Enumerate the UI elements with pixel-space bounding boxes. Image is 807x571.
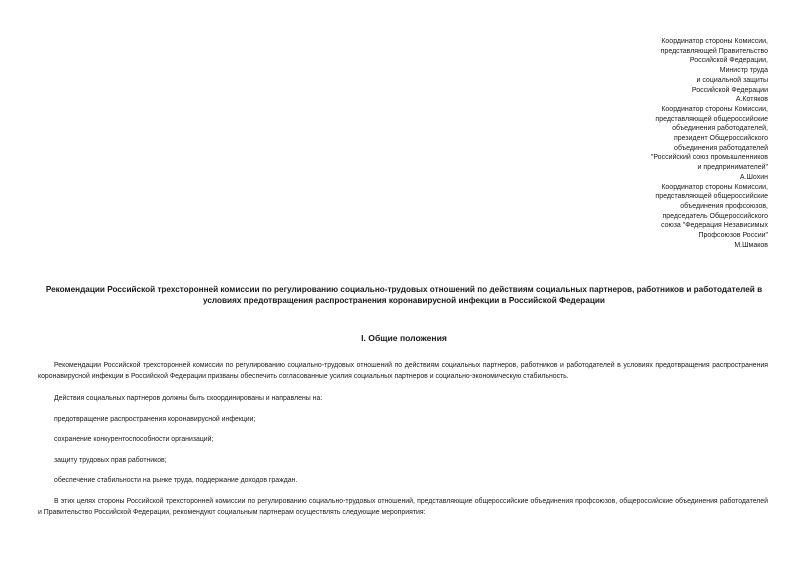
signatory-name: А.Шохин (739, 173, 768, 181)
paragraph-measures-lead: В этих целях стороны Российской трехсторонней комиссии по регулированию социально-трудовых отношений, представляющие общероссийские объединения профсоюзов, общероссийские объединения работодателей и Правительство Российской Федерации, рекомендуют социальным партнерам осуществлять следующие мероприятия: (38, 498, 768, 516)
signature-line: Министр труда (719, 67, 768, 75)
paragraph-intro: Рекомендации Российской трехсторонней комиссии по регулированию социально-трудовых отношений по действиям социальных партнеров, работников и работодателей в условиях предотвращения распространения коронавирусной инфекции в Российской Федерации призваны обеспечить согласованные усилия социальных партнеров и социально-экономическую стабильность. (38, 362, 768, 380)
list-item: защиту трудовых прав работников; (54, 457, 167, 464)
signature-line: объединения работодателей (674, 144, 768, 152)
signatory-name: А.Котяков (735, 96, 768, 104)
signature-line: объединения профсоюзов, (680, 202, 768, 210)
signature-line: и социальной защиты (696, 76, 768, 84)
signature-line: Российской Федерации (691, 86, 768, 94)
paragraph-actions-lead: Действия социальных партнеров должны быть скоординированы и направлены на: (54, 395, 323, 402)
signature-line: представляющей Правительство (660, 47, 768, 55)
signature-line: союза "Федерация Независимых (660, 222, 768, 230)
signature-line: Профсоюзов России" (698, 232, 768, 240)
list-item: обеспечение стабильности на рынке труда, поддержание доходов граждан. (54, 477, 298, 484)
signature-line: представляющей общероссийские (655, 115, 768, 123)
signature-line: объединения работодателей, (672, 125, 768, 133)
signature-line: Российской Федерации, (689, 57, 768, 65)
list-item: сохранение конкурентоспособности организаций; (54, 436, 214, 443)
signature-line: Координатор стороны Комиссии, (661, 183, 768, 191)
signature-line: "Российский союз промышленников (650, 154, 768, 162)
signature-line: Координатор стороны Комиссии, (661, 105, 768, 113)
signature-line: председатель Общероссийского (662, 212, 768, 220)
signature-line: и предпринимателей" (697, 164, 768, 172)
document-title: Рекомендации Российской трехсторонней комиссии по регулированию социально-трудовых отношений по действиям социальных партнеров, работников и работодателей в условиях предотвращения распространения коронавирусной инфекции в Российской Федерации (45, 285, 763, 305)
signature-block (528, 37, 768, 250)
signature-line: Координатор стороны Комиссии, (661, 38, 768, 45)
signatory-name: М.Шмаков (734, 241, 768, 249)
list-item: предотвращение распространения коронавирусной инфекции; (54, 416, 256, 423)
section-title: I. Общие положения (361, 333, 447, 343)
signature-line: представляющей общероссийские (655, 193, 768, 201)
signature-line: президент Общероссийского (674, 135, 768, 143)
